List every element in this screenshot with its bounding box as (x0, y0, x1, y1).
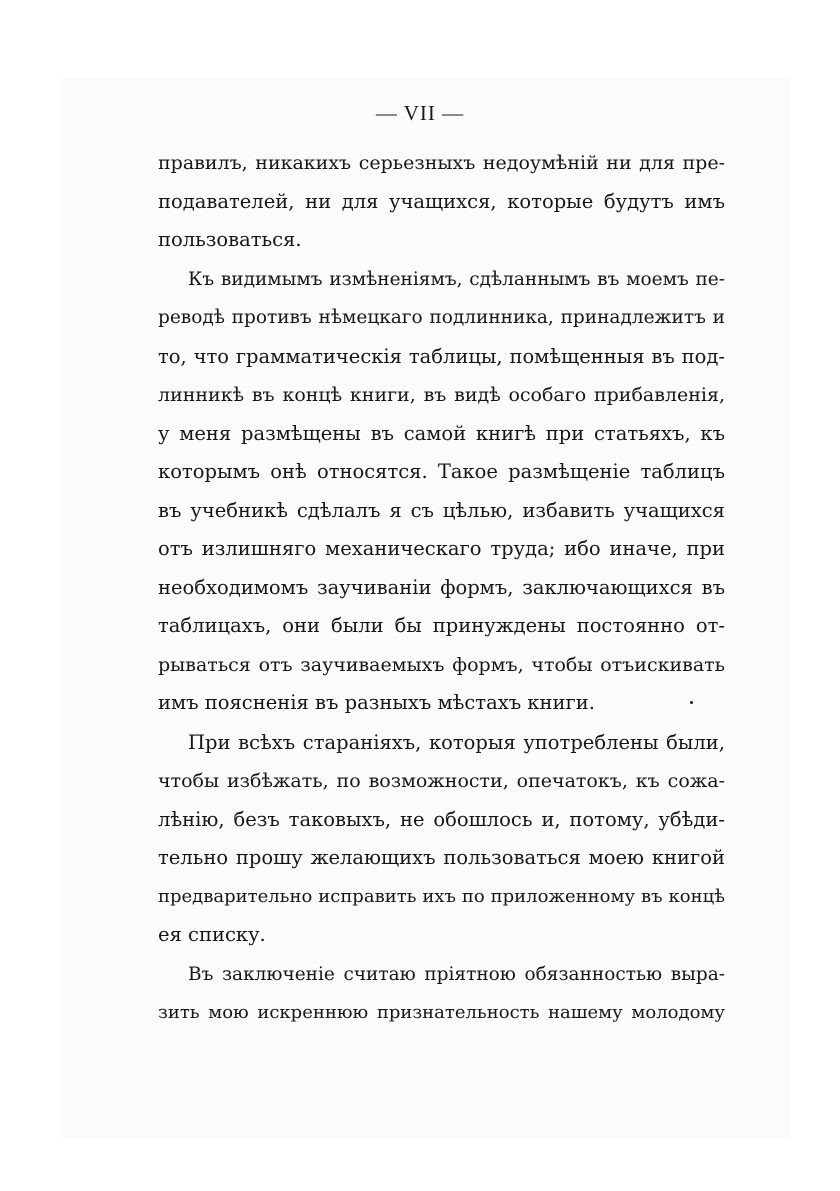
text-line: отъ излишняго механическаго труда; ибо иначе, при (158, 537, 725, 560)
text-line: зить мою искреннюю признательность нашему молодому (158, 1002, 725, 1023)
text-line: таблицахъ, они были бы принуждены постоянно от- (158, 614, 725, 637)
paragraph-3 (158, 724, 725, 955)
text-line: Въ заключеніе считаю пріятною обязанностью выра- (188, 963, 725, 985)
text-line: Къ видимымъ измѣненіямъ, сдѣланнымъ въ моемъ пе- (188, 268, 725, 290)
text-line: у меня размѣщены въ самой книгѣ при статьяхъ, къ (158, 421, 725, 445)
text-line: предварительно исправить ихъ по приложенному въ концѣ (158, 885, 725, 907)
text-line: то, что грамматическія таблицы, помѣщенныя въ под- (158, 344, 725, 368)
text-line: необходимомъ заучиваніи формъ, заключающихся въ (158, 575, 725, 599)
text-line: линникѣ въ концѣ книги, въ видѣ особаго прибавленія, (158, 384, 725, 406)
text-line: лѣнію, безъ таковыхъ, не обошлось и, потому, убѣди- (158, 807, 725, 831)
text-line: въ учебникѣ сдѣлалъ я съ цѣлью, избавить учащихся (158, 498, 725, 522)
text-line: которымъ онѣ относятся. Такое размѣщеніе таблицъ (158, 460, 725, 483)
text-line: реводѣ противъ нѣмецкаго подлинника, принадлежитъ и (158, 307, 725, 328)
body-text (158, 144, 725, 1033)
text-line: подавателей, ни для учащихся, которые будутъ имъ (158, 189, 725, 213)
paragraph-1 (158, 144, 725, 260)
text-line: чтобы избѣжать, по возможности, опечатокъ, къ сожа- (158, 770, 725, 792)
text-line: ея списку. (158, 923, 266, 946)
text-line: правилъ, никакихъ серьезныхъ недоумѣній ни для пре- (158, 152, 725, 174)
text-line: рываться отъ заучиваемыхъ формъ, чтобы отъискивать (158, 653, 725, 676)
ink-speck (690, 701, 693, 704)
text-line: имъ поясненія въ разныхъ мѣстахъ книги. (158, 691, 595, 714)
text-line: При всѣхъ стараніяхъ, которыя употреблены были, (188, 730, 725, 754)
page-number: — VII — (375, 101, 465, 125)
paragraph-4 (158, 956, 725, 1033)
text-line: пользоваться. (158, 228, 302, 251)
paragraph-2 (158, 261, 725, 723)
text-line: тельно прошу желающихъ пользоваться моею книгой (158, 846, 725, 869)
